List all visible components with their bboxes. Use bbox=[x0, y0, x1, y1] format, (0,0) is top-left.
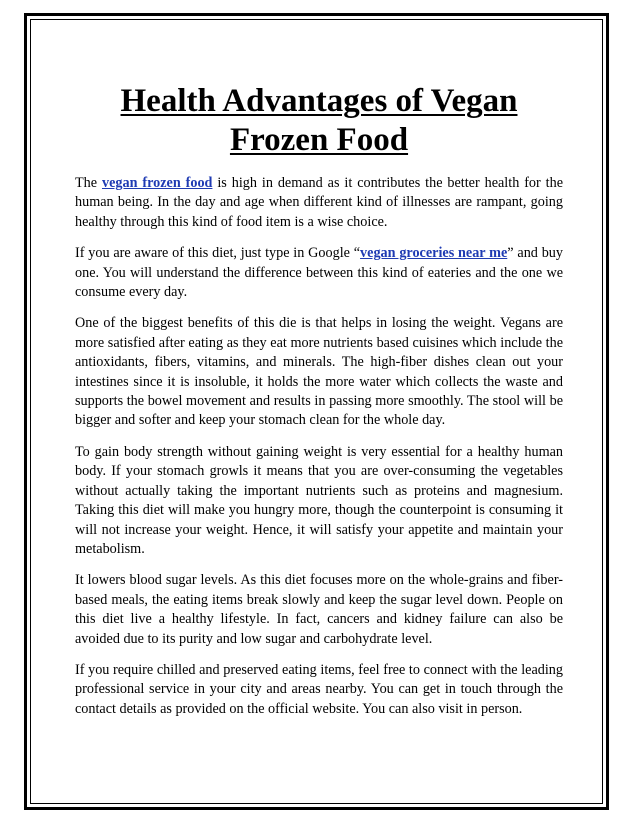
document-body bbox=[75, 82, 563, 731]
paragraph-3: One of the biggest benefits of this die is that helps in losing the weight. Vegans are more satisfied after eating as they eat more nutrients based cuisines which include the antioxidants, fibers, vitamins, and minerals. The high-fiber dishes clean out your intestines since it is insoluble, it holds the more water which collects the waste and supports the bowel movement and results in passing more smoothly. The stool will be bigger and softer and keep your stomach clean for the whole day. bbox=[75, 315, 563, 429]
title-line-2: Frozen Food bbox=[229, 122, 409, 158]
paragraph-4: To gain body strength without gaining weight is very essential for a healthy human body. If your stomach growls it means that you are over-consuming the vegetables without actually taking the important nutrients such as proteins and magnesium. Taking this diet will make you hungry more, though the counterpoint is consuming it will not increase your weight. Hence, it will satisfy your appetite and maintain your metabolism. bbox=[75, 443, 563, 557]
paragraph-1-text-after: is high in demand as it contributes the better health for the human being. In the day and age when different kind of illnesses are rampant, going healthy through this kind of food item is a wise choice. bbox=[75, 175, 563, 230]
document-title bbox=[75, 82, 563, 160]
paragraph-2-text-after: ” and buy one. You will understand the difference between this kind of eateries and the one we consume every day. bbox=[75, 245, 563, 301]
title-line-1: Health Advantages of Vegan bbox=[120, 83, 518, 119]
paragraph-6: If you require chilled and preserved eating items, feel free to connect with the leading professional service in your city and areas nearby. You can get in touch through the contact details as provided on the official website. You can also visit in person. bbox=[75, 661, 563, 717]
paragraph-1 bbox=[75, 174, 563, 232]
paragraph-5: It lowers blood sugar levels. As this diet focuses more on the whole-grains and fiber-based meals, the eating items break slowly and keep the sugar level down. People on this diet live a healthy lifestyle. In fact, cancers and kidney failure can also be avoided due to its purity and low sugar and carbohydrate level. bbox=[75, 572, 563, 647]
paragraph-1-text-before: The bbox=[75, 175, 102, 191]
paragraph-2-text-before: If you are aware of this diet, just type in Google “ bbox=[75, 245, 361, 262]
vegan-groceries-link[interactable]: vegan groceries near me bbox=[360, 245, 508, 262]
paragraph-2 bbox=[75, 244, 563, 302]
vegan-frozen-food-link[interactable]: vegan frozen food bbox=[101, 175, 213, 191]
